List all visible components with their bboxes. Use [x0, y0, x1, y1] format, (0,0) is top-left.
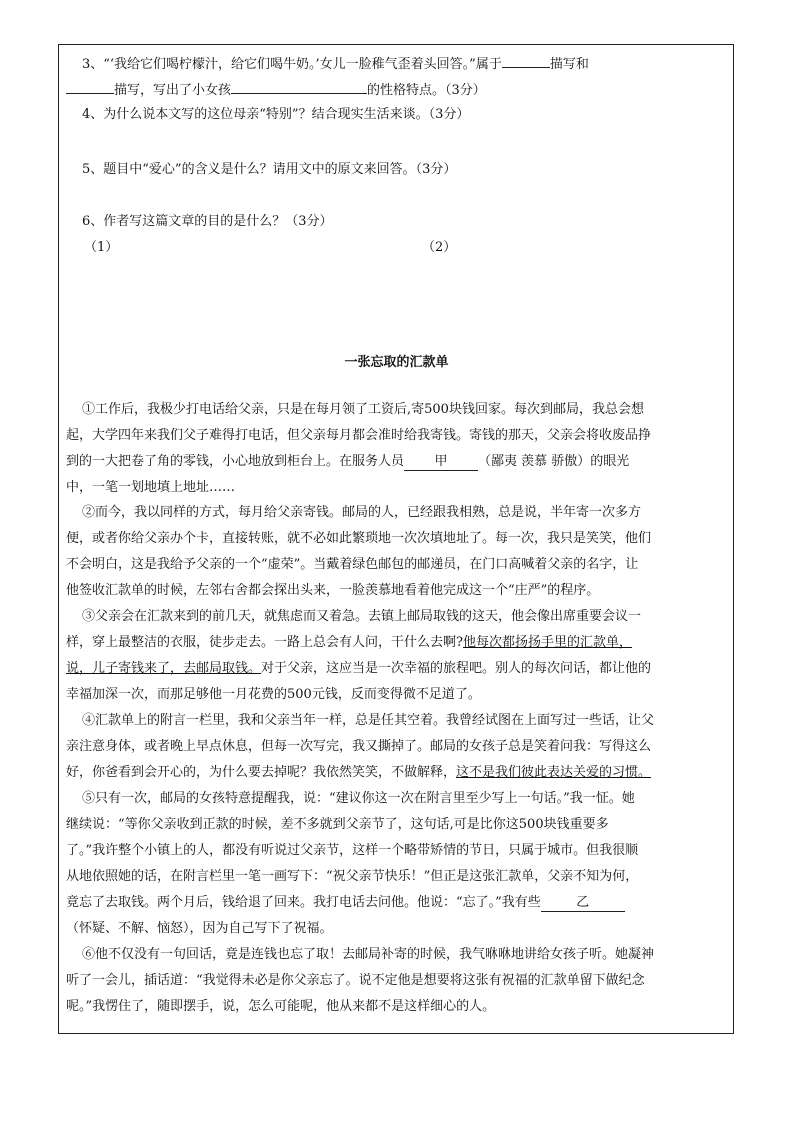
- question-3-text-b: 描写和: [549, 57, 589, 72]
- paragraph-4-text: 好，你爸看到会开心的，为什么要去掉呢？我依然笑笑，不做解释，: [66, 765, 457, 780]
- paragraph-5-text: 竟忘了去取钱。两个月后，钱给退了回来。我打电话去问他。他说：“忘了。”我有些: [66, 895, 541, 910]
- answer-blank[interactable]: [502, 54, 550, 68]
- paragraph-4-line: 亲注意身体，或者晚上早点休息，但每一次写完，我又撕掉了。邮局的女孩子总是笑着问我：写得这么: [66, 739, 652, 754]
- blank-yi[interactable]: 乙: [541, 895, 625, 912]
- paragraph-6-line: 呢。”我愣住了，随即摆手，说，怎么可能呢，他从来都不是这样细心的人。: [66, 999, 496, 1014]
- paragraph-5-line: 了。”我许整个小镇上的人，都没有听说过父亲节，这样一个略带矫情的节日，只属于城市。但我很顺: [66, 843, 639, 858]
- paragraph-3-line: ③父亲会在汇款来到的前几天，就焦虑而又着急。去镇上邮局取钱的这天，他会像出席重要会议一: [82, 609, 642, 624]
- paragraph-4-line: ④汇款单上的附言一栏里，我和父亲当年一样，总是任其空着。我曾经试图在上面写过一些话，让父: [82, 713, 655, 728]
- answer-blank[interactable]: [231, 80, 367, 94]
- paragraph-5-line: [66, 895, 726, 912]
- question-3-line2: [66, 80, 486, 99]
- paragraph-2-line: 不会明白，这是我给予父亲的一个“虚荣”。当戴着绿色邮包的邮递员，在门口高喊着父亲的名字，让: [66, 557, 639, 572]
- paragraph-3-line: 幸福加深一次，而那足够他一月花费的500元钱，反而变得微不足道了。: [66, 687, 481, 702]
- underlined-sentence: 这不是我们彼此表达关爱的习惯。: [456, 765, 652, 780]
- question-6-answer-2-label: （2）: [422, 240, 457, 255]
- paragraph-3-text: 样，穿上最整洁的衣服，徒步走去。一路上总会有人问，干什么去啊?: [66, 635, 463, 650]
- question-3-text-c: 描写，写出了小女孩: [114, 83, 232, 98]
- paragraph-4-line: [66, 765, 726, 781]
- question-5: 5、题目中“爱心”的含义是什么？请用文中的原文来回答。（3分）: [82, 162, 457, 177]
- question-6: 6、作者写这篇文章的目的是什么？（3分）: [82, 214, 333, 229]
- paragraph-5-line: ⑤只有一次，邮局的女孩特意提醒我，说：“建议你这一次在附言里至少写上一句话。”我一怔。她: [82, 791, 635, 806]
- paragraph-1-line: [66, 454, 726, 471]
- paragraph-2-line: ②而今，我以同样的方式，每月给父亲寄钱。邮局的人，已经跟我相熟，总是说，半年寄一次多方: [82, 505, 642, 520]
- paragraph-6-line: 听了一会儿，插话道：“我觉得未必是你父亲忘了。说不定他是想要将这张有祝福的汇款单留下做纪念: [66, 973, 645, 988]
- underlined-sentence: 说，儿子寄钱来了，去邮局取钱。: [66, 661, 262, 676]
- question-6-answer-1-label: （1）: [84, 240, 119, 255]
- paragraph-2-line: 他签收汇款单的时候，左邻右舍都会探出头来，一脸羡慕地看着他完成这一个“庄严”的程序。: [66, 583, 600, 598]
- paragraph-5-line: （怀疑、不解、恼怒），因为自己写下了祝福。: [66, 921, 333, 936]
- paragraph-1-line: ①工作后，我极少打电话给父亲，只是在每月领了工资后,寄500块钱回家。每次到邮局，我总会想: [82, 402, 644, 417]
- paragraph-6-line: ⑥他不仅没有一句回话，竟是连钱也忘了取！去邮局补寄的时候，我气咻咻地讲给女孩子听。她凝神: [82, 947, 655, 962]
- paragraph-2-line: 便，或者你给父亲办个卡，直接转账，就不必如此繁琐地一次次填地址了。每一次，我只是笑笑，他们: [66, 531, 652, 546]
- passage-title: 一张忘取的汇款单: [344, 355, 449, 370]
- paragraph-5-line: 从地依照她的话，在附言栏里一笔一画写下：“祝父亲节快乐！”但正是这张汇款单，父亲不知为何，: [66, 869, 639, 884]
- paragraph-3-text: 对于父亲，这应当是一次幸福的旅程吧。别人的每次问话，都让他的: [261, 661, 652, 676]
- question-3-text-a: 3、“‘我给它们喝柠檬汁，给它们喝牛奶。’女儿一脸稚气歪着头回答。”属于: [82, 57, 502, 72]
- question-3-line1: [82, 54, 589, 73]
- paragraph-3-line: [66, 661, 726, 677]
- paragraph-5-line: 继续说：“等你父亲收到正款的时候，差不多就到父亲节了，这句话,可是比你这500块钱重要多: [66, 817, 609, 832]
- paragraph-1-line: 中，一笔一划地填上地址……: [66, 480, 236, 495]
- question-4: 4、为什么说本文写的这位母亲“特别”？结合现实生活来谈。（3分）: [82, 107, 470, 122]
- paragraph-1-line: 起，大学四年来我们父子难得打电话，但父亲每月都会准时给我寄钱。寄钱的那天，父亲会将收废品挣: [66, 428, 652, 443]
- blank-jia[interactable]: 甲: [404, 454, 478, 471]
- answer-blank[interactable]: [66, 80, 114, 94]
- underlined-sentence: 他每次都扬扬手里的汇款单，: [462, 635, 632, 650]
- question-3-text-d: 的性格特点。（3分）: [367, 83, 486, 98]
- paragraph-1-text: 到的一大把卷了角的零钱，小心地放到柜台上。在服务人员: [66, 454, 405, 469]
- paragraph-3-line: [66, 635, 726, 651]
- paragraph-1-options: （鄙夷 羡慕 骄傲）的眼光: [478, 454, 630, 469]
